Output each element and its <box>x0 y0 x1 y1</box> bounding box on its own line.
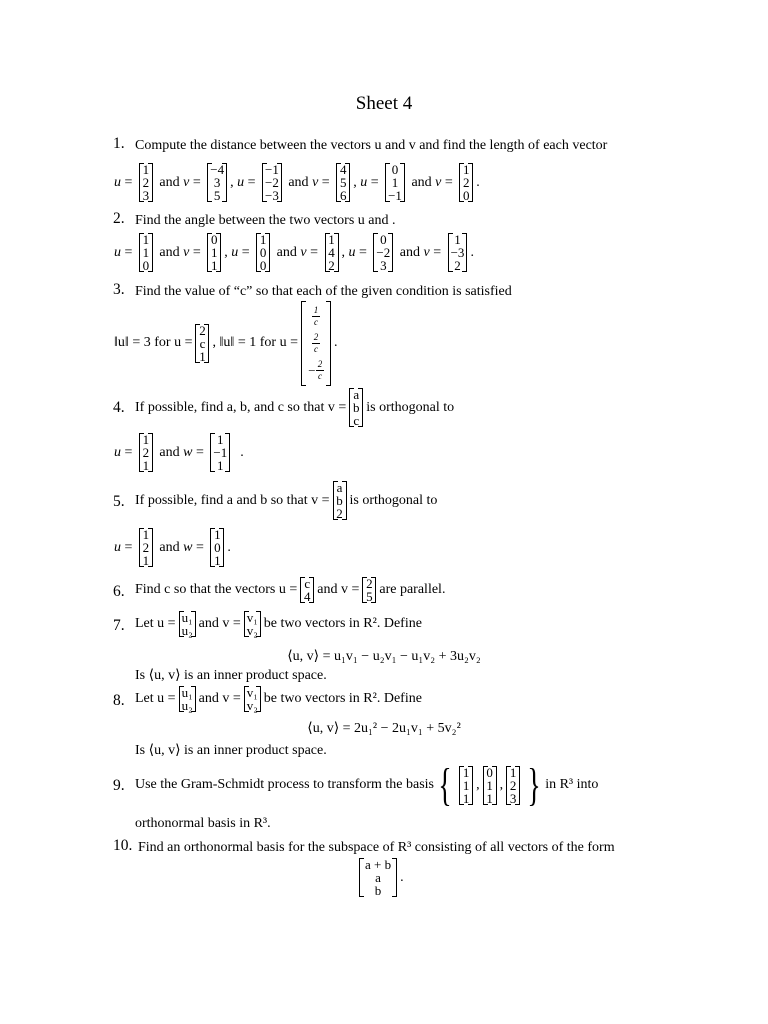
vector-entry: u₁ <box>181 610 193 625</box>
vector-entry: −2 <box>265 175 279 190</box>
q1-number: 1. <box>113 135 125 152</box>
vector-entry: 1 <box>486 777 493 793</box>
vector-entry: u₂ <box>181 698 193 713</box>
q9-text <box>135 760 598 810</box>
vector-entry: 1 <box>142 527 150 542</box>
q3-text: Find the value of “c” so that each of the given condition is satisfied <box>135 284 512 299</box>
vector-entry: b <box>353 400 360 415</box>
vector-entry: 1 <box>462 764 470 780</box>
q7-text <box>135 611 422 637</box>
q5-text-b: is orthogonal to <box>349 492 438 508</box>
vector-entry: 1 <box>462 777 470 793</box>
vector-entry: b <box>374 883 382 898</box>
vector <box>262 163 282 202</box>
vector-entry: 3 <box>380 258 387 273</box>
q5-equations: u = 1 2 1 and w = 1 0 1 . <box>114 527 231 568</box>
vector-entry: 2 <box>199 322 206 338</box>
vector <box>483 766 497 805</box>
vector-entry: 1 <box>142 232 150 247</box>
vector-entry: 5 <box>339 175 347 190</box>
vector-entry: 2 <box>366 576 373 591</box>
vector-entry: −1 <box>265 162 279 177</box>
vector-entry: −1 <box>213 445 228 460</box>
vector-entry: 2 <box>142 445 150 460</box>
q4-w-vector <box>210 433 230 472</box>
q8-u-vector <box>179 686 196 712</box>
q1-equations: u = 1 2 3 and v = −4 3 5 , u = −1 −2 −3 and v = 4 5 6 , u = 0 1 −1 and v = 1 2 0 . <box>114 162 480 203</box>
vector-entry: 1 <box>462 790 470 806</box>
q4-text-a: If possible, find a, b, and c so that v = <box>135 399 347 415</box>
vector-entry: 1 <box>142 245 150 260</box>
vector-entry: 2 <box>454 258 461 273</box>
vector-entry: 0 <box>259 258 267 273</box>
q4-u-vector <box>139 433 153 472</box>
vector-entry: 2 <box>328 258 335 273</box>
q5-v-vector <box>333 481 347 520</box>
vector <box>459 163 473 202</box>
vector-entry: a + b <box>365 857 392 872</box>
q10-number: 10. <box>113 837 133 854</box>
vector-entry: 0 <box>391 162 399 177</box>
q7-formula: ⟨u, v⟩ = u₁v₁ − u₂v₁ − u₁v₂ + 3u₂v₂ <box>287 649 481 664</box>
vector-entry: c <box>304 576 311 591</box>
q5-u-vector <box>139 528 153 567</box>
q3-equations: ‖u‖ = 3 for u = 2 c 1 , ‖u‖ = 1 for u = $\frac{1}{c}$ $\frac{2}{c}$ − $\frac{2}{c}$ . <box>114 300 337 386</box>
q8-text-b: be two vectors in R². Define <box>263 691 422 706</box>
vector-entry: 1 <box>259 232 267 247</box>
vector <box>373 233 393 272</box>
vector-entry: 1 <box>217 432 224 447</box>
vector-entry: 2 <box>463 175 470 190</box>
vector-entry: v₁ <box>246 610 258 625</box>
vector-entry: 3 <box>142 188 150 203</box>
vector-entry: 4 <box>328 245 335 260</box>
q3-condition-2: , ‖u‖ = 1 for u = <box>212 335 298 350</box>
fraction-entry: $\frac{1}{c}$ <box>313 304 319 327</box>
fraction-entry: $\frac{2}{c}$ <box>313 331 319 354</box>
q2-text: Find the angle between the two vectors u and . <box>135 213 396 228</box>
vector-entry: 1 <box>211 258 218 273</box>
q9-basis-set: { 1 1 1 , 0 1 1 , 1 2 3 } <box>438 759 541 810</box>
vector-entry: −4 <box>210 162 225 177</box>
q1-text: Compute the distance between the vectors u and v and find the length of each vector <box>135 138 608 153</box>
q6-text-b: are parallel. <box>379 582 446 597</box>
q8-text-a: Let u = <box>135 691 176 706</box>
q7-question: Is ⟨u, v⟩ is an inner product space. <box>135 668 327 683</box>
vector <box>325 233 339 272</box>
q6-text <box>135 577 445 603</box>
vector-entry: a <box>375 870 381 885</box>
vector <box>207 163 227 202</box>
q3-number: 3. <box>113 281 125 298</box>
q9-text-a: Use the Gram-Schmidt process to transform the basis <box>135 777 434 792</box>
vector-entry: −1 <box>388 188 402 203</box>
vector-entry: 2 <box>336 506 343 521</box>
vector-entry: 1 <box>142 553 150 568</box>
q10-vector-wrap: a + b a b . <box>356 858 404 897</box>
vector-entry: c <box>199 335 206 351</box>
vector-entry: −3 <box>450 245 465 260</box>
q7-v-vector <box>244 611 261 637</box>
q7-number: 7. <box>113 617 125 634</box>
vector-entry: u₂ <box>181 623 193 638</box>
q7-text-a: Let u = <box>135 616 176 631</box>
vector <box>336 163 350 202</box>
q4-v-vector <box>349 388 363 427</box>
vector-entry: 1 <box>509 764 517 780</box>
vector-entry: 0 <box>142 258 150 273</box>
q3-condition-1: ‖u‖ = 3 for u = <box>114 335 193 350</box>
q6-text-a: Find c so that the vectors u = <box>135 582 298 597</box>
vector-entry: −2 <box>376 245 391 260</box>
q4-text <box>135 388 454 427</box>
q7-text-b: be two vectors in R². Define <box>263 616 422 631</box>
q5-text <box>135 481 437 520</box>
vector-entry: 1 <box>328 232 335 247</box>
q8-number: 8. <box>113 692 125 709</box>
vector <box>385 163 405 202</box>
q8-formula: ⟨u, v⟩ = 2u₁² − 2u₁v₁ + 5v₂² <box>307 721 461 736</box>
vector-entry: 3 <box>213 175 221 190</box>
vector-entry: 1 <box>142 458 150 473</box>
q4-text-b: is orthogonal to <box>366 399 455 415</box>
vector-entry: 1 <box>142 162 150 177</box>
q4-equations: u = 1 2 1 and w = 1 −1 1 . <box>114 432 244 473</box>
q6-mid: and v = <box>317 582 360 597</box>
q2-equations: u = 1 1 0 and v = 0 1 1 , u = 1 0 0 and v = 1 4 2 , u = 0 −2 3 and v = 1 −3 2 . <box>114 232 474 273</box>
vector-entry: 5 <box>213 188 221 203</box>
vector-entry: 0 <box>259 245 267 260</box>
vector-entry: 2 <box>142 175 150 190</box>
vector-entry: 1 <box>463 162 470 177</box>
q2-number: 2. <box>113 210 125 227</box>
vector-entry: 6 <box>339 188 347 203</box>
q8-question: Is ⟨u, v⟩ is an inner product space. <box>135 743 327 758</box>
q6-v-vector <box>362 577 376 603</box>
fraction-entry: − $\frac{2}{c}$ <box>308 358 323 381</box>
vector-entry: 5 <box>366 589 373 604</box>
vector <box>506 766 520 805</box>
sheet-title: Sheet 4 <box>355 93 413 114</box>
vector-entry: 1 <box>214 527 221 542</box>
q6-number: 6. <box>113 583 125 600</box>
vector-entry: 4 <box>304 589 311 604</box>
q8-mid: and v = <box>198 691 241 706</box>
vector-entry: 1 <box>199 348 206 364</box>
q9-text-c: orthonormal basis in R³. <box>135 816 271 831</box>
vector-entry: 1 <box>486 790 493 806</box>
vector-entry: −3 <box>265 188 279 203</box>
q3-u2-vector <box>301 301 331 386</box>
q8-v-vector <box>244 686 261 712</box>
vector-entry: 0 <box>463 188 470 203</box>
q10-vector <box>359 858 397 897</box>
vector <box>139 233 153 272</box>
vector-entry: v₁ <box>246 685 258 700</box>
vector-entry: 1 <box>217 458 224 473</box>
vector-entry: 1 <box>211 245 218 260</box>
q8-text <box>135 686 422 712</box>
vector <box>448 233 468 272</box>
vector-entry: 1 <box>391 175 399 190</box>
q10-text: Find an orthonormal basis for the subspace of R³ consisting of all vectors of the form <box>138 840 615 855</box>
q5-text-a: If possible, find a and b so that v = <box>135 492 330 508</box>
vector-entry: a <box>336 480 343 495</box>
vector-entry: 0 <box>214 540 221 555</box>
vector-entry: 4 <box>339 162 347 177</box>
vector-entry: 1 <box>214 553 221 568</box>
q6-u-vector <box>300 577 314 603</box>
vector-entry: c <box>353 413 360 428</box>
vector-entry: 0 <box>486 764 493 780</box>
vector <box>459 766 473 805</box>
vector-entry: 0 <box>211 232 218 247</box>
q5-w-vector <box>210 528 224 567</box>
vector-entry: 1 <box>454 232 461 247</box>
vector-entry: 2 <box>509 777 517 793</box>
q9-number: 9. <box>113 777 125 794</box>
q5-number: 5. <box>113 493 125 510</box>
vector <box>256 233 270 272</box>
vector-entry: u₁ <box>181 685 193 700</box>
vector-entry: 1 <box>142 432 150 447</box>
q4-number: 4. <box>113 399 125 416</box>
vector <box>207 233 221 272</box>
vector-entry: v₂ <box>246 623 258 638</box>
q3-u1-vector <box>195 324 209 363</box>
vector-entry: a <box>353 387 360 402</box>
vector-entry: v₂ <box>246 698 258 713</box>
q7-mid: and v = <box>198 616 241 631</box>
q7-u-vector <box>179 611 196 637</box>
vector-entry: 2 <box>142 540 150 555</box>
vector-entry: 3 <box>509 790 517 806</box>
q9-text-b: in R³ into <box>545 777 599 792</box>
vector-entry: 0 <box>380 232 387 247</box>
vector-entry: b <box>336 493 343 508</box>
vector <box>139 163 153 202</box>
